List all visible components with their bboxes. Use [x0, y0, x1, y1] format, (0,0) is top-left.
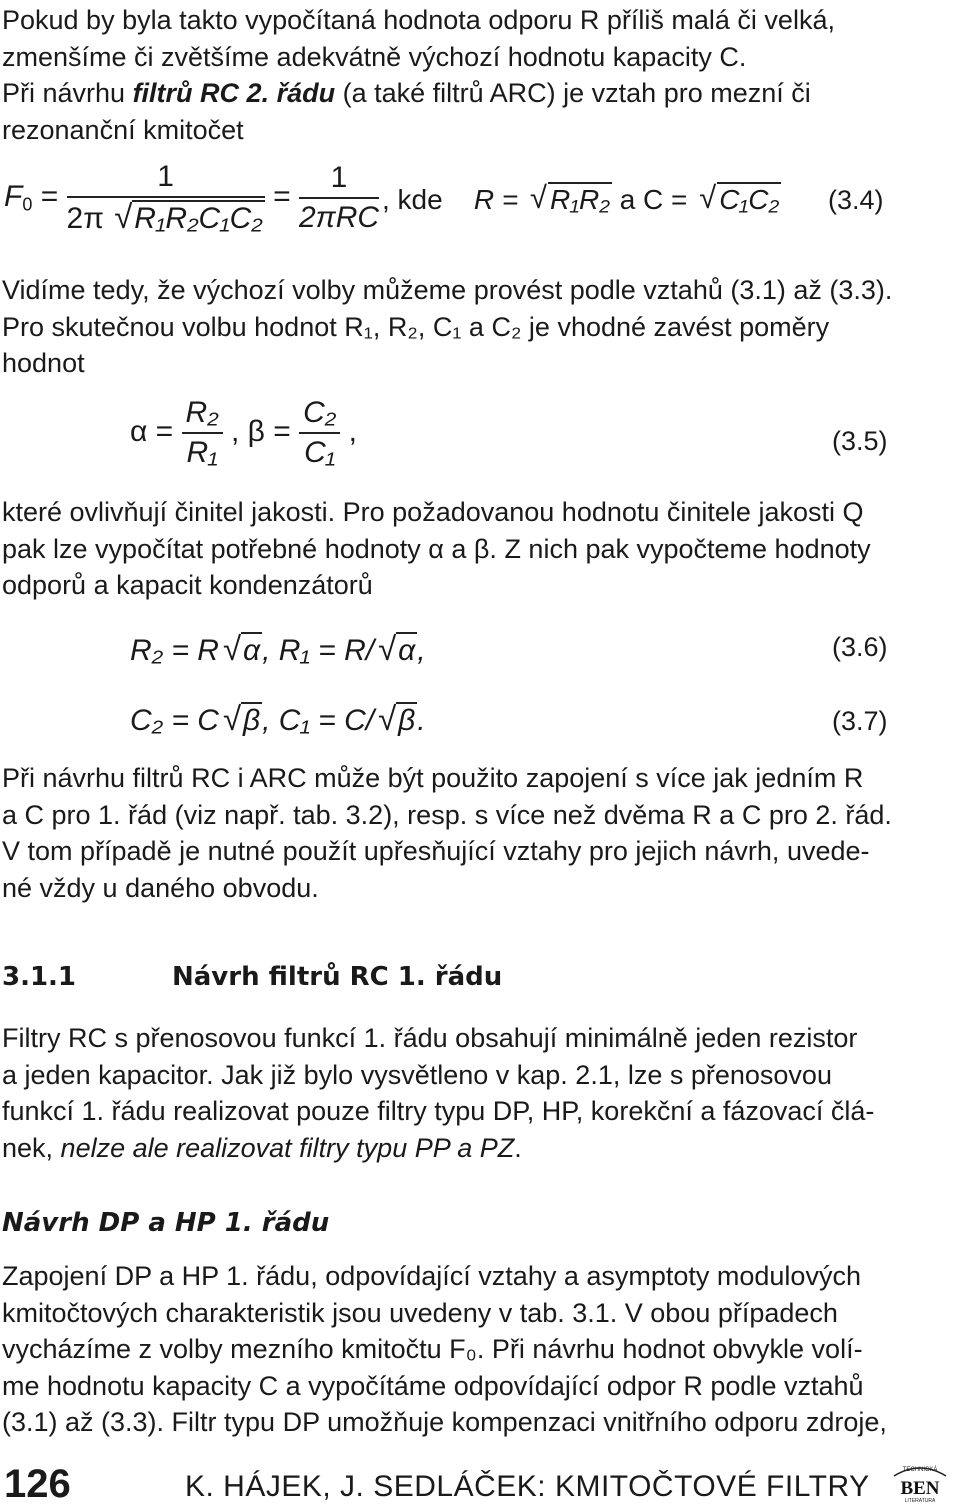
text-line: které ovlivňují činitel jakosti. Pro požadovanou hodnotu činitele jakosti Q — [2, 497, 864, 527]
equation-number: (3.4) — [828, 185, 884, 215]
paragraph-3 — [2, 494, 952, 604]
section-title: Návrh filtrů RC 1. řádu — [172, 962, 503, 992]
text-line: Při návrhu filtrů RC 2. řádu (a také filtrů ARC) je vztah pro mezní či — [2, 78, 811, 108]
text-line: Vidíme tedy, že výchozí volby můžeme provést podle vztahů (3.1) až (3.3). — [2, 275, 893, 305]
text-line: Pokud by byla takto vypočítaná hodnota odporu R příliš malá či velká, — [2, 5, 835, 35]
text-line: hodnot — [2, 348, 85, 378]
text-line: Filtry RC s přenosovou funkcí 1. řádu obsahují minimálně jeden rezistor — [2, 1023, 858, 1053]
paragraph-2 — [2, 272, 952, 382]
text-line: a jeden kapacitor. Jak již bylo vysvětleno v kap. 2.1, lze s přenosovou — [2, 1059, 832, 1090]
text-line: vycházíme z volby mezního kmitočtu F₀. Při návrhu hodnot obvykle volí- — [2, 1334, 863, 1364]
text-line: nek, nelze ale realizovat filtry typu PP a PZ. — [2, 1132, 522, 1163]
text-line: funkcí 1. řádu realizovat pouze filtry typu DP, HP, korekční a fázovací člá- — [2, 1096, 875, 1126]
text-line: rezonanční kmitočet — [2, 114, 244, 145]
text-line: odporů a kapacit kondenzátorů — [2, 570, 373, 600]
equation-3-4: $F_0$ = $\frac{1}{\text{2π √ R₁R₂C₁C₂}}$ = $\frac{1}{\text{2πRC}}$ — [4, 160, 379, 236]
text-line: a C pro 1. řád (viz např. tab. 3.2), resp. s více než dvěma R a C pro 2. řád. — [2, 799, 892, 830]
equation-3-5: α = $\frac{\text{R₂}}{\text{R₁}}$ , β = $\frac{\text{C₂}}{\text{C₁}}$ , — [130, 396, 357, 469]
emphasis: filtrů RC 2. řádu — [132, 78, 336, 108]
svg-text:LITERATURA: LITERATURA — [904, 1498, 936, 1504]
equation-number: (3.7) — [832, 706, 888, 736]
paragraph-5 — [2, 1020, 952, 1166]
text-line: pak lze vypočítat potřebné hodnoty α a β. Z nich pak vypočteme hodnoty — [2, 533, 871, 564]
subsection-title: Návrh DP a HP 1. řádu — [2, 1208, 330, 1238]
equation-number: (3.6) — [832, 632, 888, 662]
equation-3-6: R₂ = R√ α, R₁ = R/√ α, — [130, 632, 426, 668]
emphasis: nelze ale realizovat filtry typu PP a PZ — [60, 1132, 515, 1163]
text-line: Zapojení DP a HP 1. řádu, odpovídající vztahy a asymptoty modulových — [2, 1261, 861, 1291]
text-line: (3.1) až (3.3). Filtr typu DP umožňuje kompenzaci vnitřního odporu zdroje, — [2, 1407, 887, 1437]
equation-3-4-def: , kde R = √ R₁R₂ a C = √ C₁C₂ — [382, 182, 781, 216]
equation-3-7: C₂ = C√ β, C₁ = C/√ β. — [130, 702, 426, 738]
running-title: K. HÁJEK, J. SEDLÁČEK: KMITOČTOVÉ FILTRY — [185, 1470, 870, 1503]
text-line: zmenšíme či zvětšíme adekvátně výchozí hodnotu kapacity C. — [2, 41, 747, 72]
paragraph-4 — [2, 760, 952, 906]
page-number: 126 — [4, 1462, 71, 1506]
text-line: né vždy u daného obvodu. — [2, 872, 319, 903]
paragraph-1 — [2, 2, 952, 148]
text-line: me hodnotu kapacity C a vypočítáme odpovídající odpor R podle vztahů — [2, 1370, 864, 1401]
fraction: $\frac{1}{\text{2π √ R₁R₂C₁C₂}}$ — [67, 160, 265, 236]
text-line: Pro skutečnou volbu hodnot R₁, R₂, C₁ a C₂ je vhodné zavést poměry — [2, 311, 830, 342]
svg-text:TECHNICKÁ: TECHNICKÁ — [902, 1467, 938, 1473]
section-number: 3.1.1 — [2, 962, 77, 992]
fraction: $\frac{1}{\text{2πRC}}$ — [298, 161, 380, 234]
svg-text:BEN: BEN — [900, 1478, 940, 1499]
equation-number: (3.5) — [832, 426, 888, 456]
text-line: Při návrhu filtrů RC i ARC může být použito zapojení s více jak jedním R — [2, 763, 864, 793]
ben-logo — [888, 1462, 952, 1504]
text-line: V tom případě je nutné použít upřesňující vztahy pro jejich návrh, uvede- — [2, 836, 870, 866]
text-line: kmitočtových charakteristik jsou uvedeny v tab. 3.1. V obou případech — [2, 1297, 838, 1328]
paragraph-6 — [2, 1258, 952, 1441]
